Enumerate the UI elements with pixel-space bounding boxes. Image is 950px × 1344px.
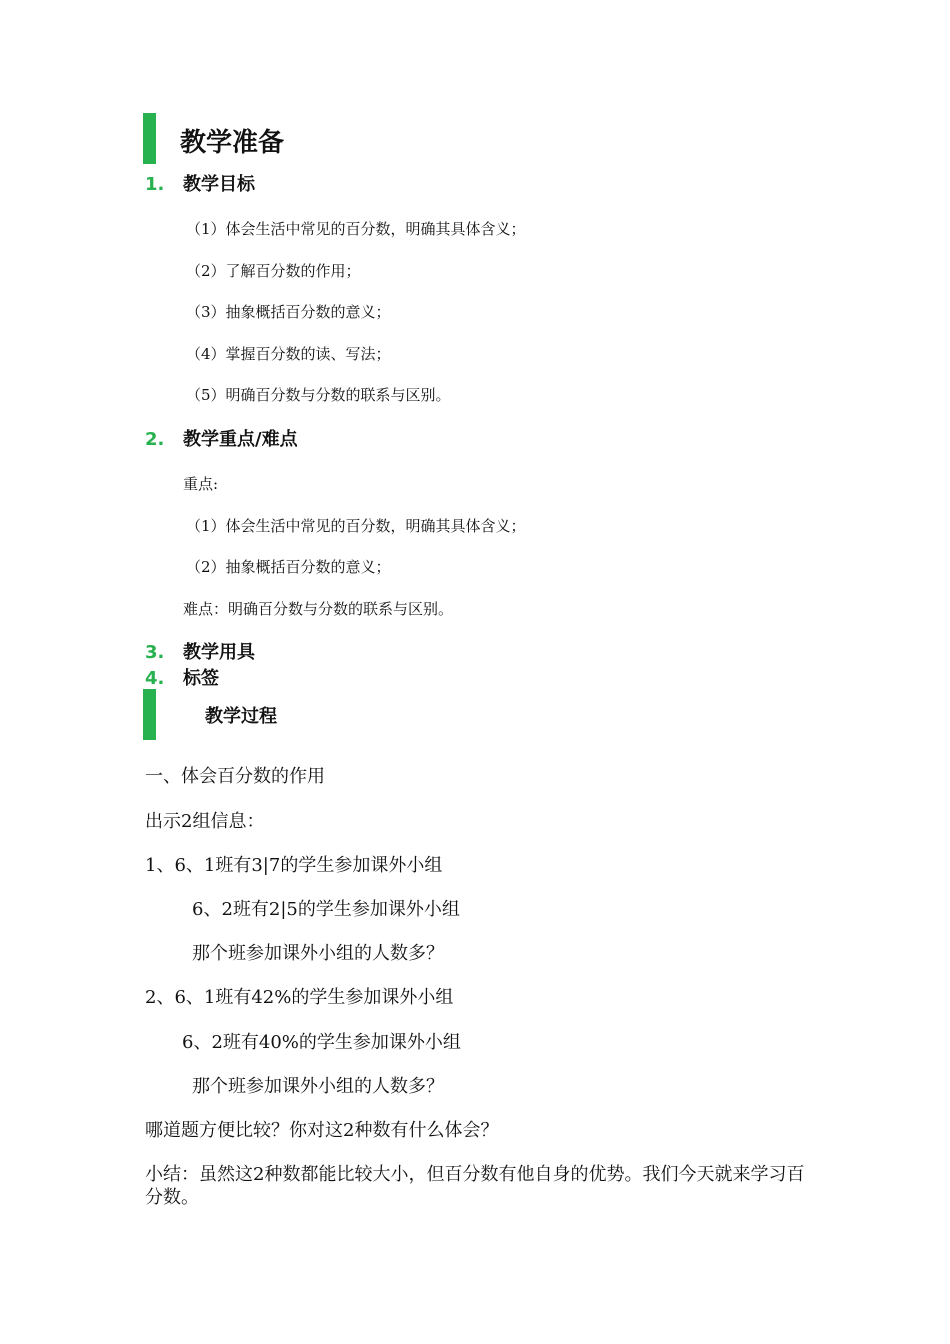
section-title: 教学用具 xyxy=(183,642,255,663)
section-number: 1. xyxy=(145,174,165,195)
heading-accent-bar xyxy=(143,113,156,164)
difficulty-line: 难点：明确百分数与分数的联系与区别。 xyxy=(183,600,454,618)
section-title: 教学重点/难点 xyxy=(183,429,298,450)
objective-item: （5）明确百分数与分数的联系与区别。 xyxy=(186,386,451,404)
objective-item: （3）抽象概括百分数的意义； xyxy=(186,303,391,321)
process-line: 哪道题方便比较？你对这2种数有什么体会？ xyxy=(145,1120,499,1141)
objective-item: （2）了解百分数的作用； xyxy=(186,262,361,280)
process-line: 那个班参加课外小组的人数多？ xyxy=(192,1076,444,1097)
key-point-item: （1）体会生活中常见的百分数，明确其具体含义； xyxy=(186,517,526,535)
section-tools xyxy=(145,641,255,665)
process-line: 1、6、1班有3|7的学生参加课外小组 xyxy=(145,855,443,876)
process-line: 那个班参加课外小组的人数多？ xyxy=(192,943,444,964)
process-line: 2、6、1班有42%的学生参加课外小组 xyxy=(145,987,454,1008)
process-line: 一、体会百分数的作用 xyxy=(145,766,325,787)
section-number: 3. xyxy=(145,642,165,663)
process-accent-bar xyxy=(143,689,156,740)
key-point-label: 重点: xyxy=(183,475,219,493)
key-point-item: （2）抽象概括百分数的意义； xyxy=(186,558,391,576)
section-objectives xyxy=(145,173,255,197)
section-title: 教学目标 xyxy=(183,174,255,195)
objective-item: （1）体会生活中常见的百分数，明确其具体含义； xyxy=(186,220,526,238)
section-number: 4. xyxy=(145,668,165,689)
process-line: 6、2班有40%的学生参加课外小组 xyxy=(182,1032,461,1053)
page-title: 教学准备 xyxy=(180,128,285,158)
section-tags xyxy=(145,667,219,691)
section-number: 2. xyxy=(145,429,165,450)
process-heading: 教学过程 xyxy=(205,706,277,727)
section-key-points xyxy=(145,428,298,452)
process-line: 6、2班有2|5的学生参加课外小组 xyxy=(192,899,460,920)
summary-paragraph: 小结：虽然这2种数都能比较大小，但百分数有他自身的优势。我们今天就来学习百分数。 xyxy=(145,1164,805,1208)
process-line: 出示2组信息： xyxy=(145,811,265,832)
section-title: 标签 xyxy=(183,668,219,689)
objective-item: （4）掌握百分数的读、写法； xyxy=(186,345,391,363)
